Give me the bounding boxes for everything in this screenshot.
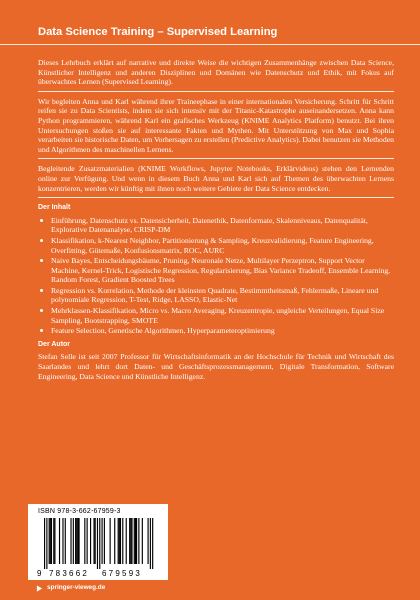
publisher-url: springer-vieweg.de <box>47 584 106 591</box>
intro-box <box>38 58 394 92</box>
contents-list <box>38 216 394 336</box>
title-divider <box>0 44 420 45</box>
contents-heading: Der Inhalt <box>38 204 71 212</box>
barcode-icon <box>36 518 160 578</box>
list-item: Klassifikation, k-Nearest Neighbor, Partitionierung & Sampling, Kreuzvalidierung, Feature Engineering, Overfitting, Gütemaße, Konfusionsmatrix, ROC, AURC <box>38 236 394 255</box>
intro-paragraph-2: Wir begleiten Anna und Karl während ihrer Traineephase in einer internationalen Versicherung. Schritt für Schritt reifen sie zu Data Scientists, indem sie sich intensiv mit der Titanic-Katastrophe auseinandersetzen. Anna kann Python programmieren, während Karl ein grafisches Werkzeug (KNIME Analytics Platform) benutzt. Bei ihren Untersuchungen stoßen sie auf interessante Fakten und Mythen. Mit Unterstützung von Max und Sophia verarbeiten sie historische Daten, um Vorhersagen zu erstellen (Predictive Analytics). Dabei benutzen sie Methoden und Algorithmen des maschinellen Lernens. <box>38 96 394 154</box>
barcode-panel <box>28 504 168 580</box>
bullet-icon <box>40 259 43 262</box>
materials-box <box>38 164 394 198</box>
list-item: Mehrklassen-Klassifikation, Micro vs. Macro Averaging, Kreuzentropie, ungleiche Verteilungen, Equal Size Sampling, Bootstrapping, SMOTE <box>38 306 394 325</box>
bullet-icon <box>40 329 43 332</box>
author-heading: Der Autor <box>38 340 71 348</box>
story-box <box>38 97 394 160</box>
svg-text:6 7 9 5 9 3: 6 7 9 5 9 3 <box>102 569 140 578</box>
list-item: Naive Bayes, Entscheidungsbäume, Pruning, Neuronale Netze, Multilayer Perzeptron, Support Vector Machine, Kernel-Trick, Logistische Regression, Regularisierung, Bias Variance Tradeoff, Ensemble Learning, Random Forest, Gradient Boosted Trees <box>38 256 394 285</box>
svg-text:7 8 3 6 6 2: 7 8 3 6 6 2 <box>49 569 87 578</box>
intro-paragraph-3: Begleitende Zusatzmaterialien (KNIME Workflows, Jupyter Notebooks, Erklärvideos) stehen den Lernenden online zur Verfügung. Und wenn in diesem Buch Anna und Karl sich auf Themen des überwachten Lernens konzentrieren, werden wir künftig mit ihnen noch weitere Gebiete der Data Science entdecken. <box>38 164 394 193</box>
intro-paragraph-1: Dieses Lehrbuch erklärt auf narrative und direkte Weise die wichtigen Zusammenhänge zwischen Data Science, Künstlicher Intelligenz und anderen Disziplinen und Domänen wie Datenschutz und Ethik, mit Fokus auf überwachtes Lernen (Supervised Learning). <box>38 58 394 87</box>
cover-text <box>38 58 394 381</box>
list-item: Regression vs. Korrelation, Methode der kleinsten Quadrate, Bestimmtheitsmaß, Fehlermaße, Lineare und polynomiale Regression, T-Test, Ridge, LASSO, Elastic-Net <box>38 286 394 305</box>
author-bio: Stefan Selle ist seit 2007 Professor für Wirtschaftsinformatik an der Hochschule für Technik und Wirtschaft des Saarlandes und lehrt dort Daten- und Geschäftsprozessmanagement, Digitale Transformation, Software Engineering, Data Science und Künstliche Intelligenz. <box>38 352 394 381</box>
arrow-right-icon <box>36 585 43 592</box>
bullet-icon <box>40 289 43 292</box>
list-item: Einführung, Datenschutz vs. Datensicherheit, Datenethik, Datenformate, Skalenniveaus, Datenqualität, Explorative Datenanalyse, CRISP-DM <box>38 216 394 235</box>
bullet-icon <box>40 219 43 222</box>
svg-text:9: 9 <box>37 569 42 578</box>
book-title: Data Science Training – Supervised Learning <box>38 26 278 38</box>
list-item: Feature Selection, Genetische Algorithmen, Hyperparameteroptimierung <box>38 326 394 336</box>
bullet-icon <box>40 239 43 242</box>
isbn-label: ISBN 978-3-662-67959-3 <box>38 508 121 515</box>
bullet-icon <box>40 309 43 312</box>
